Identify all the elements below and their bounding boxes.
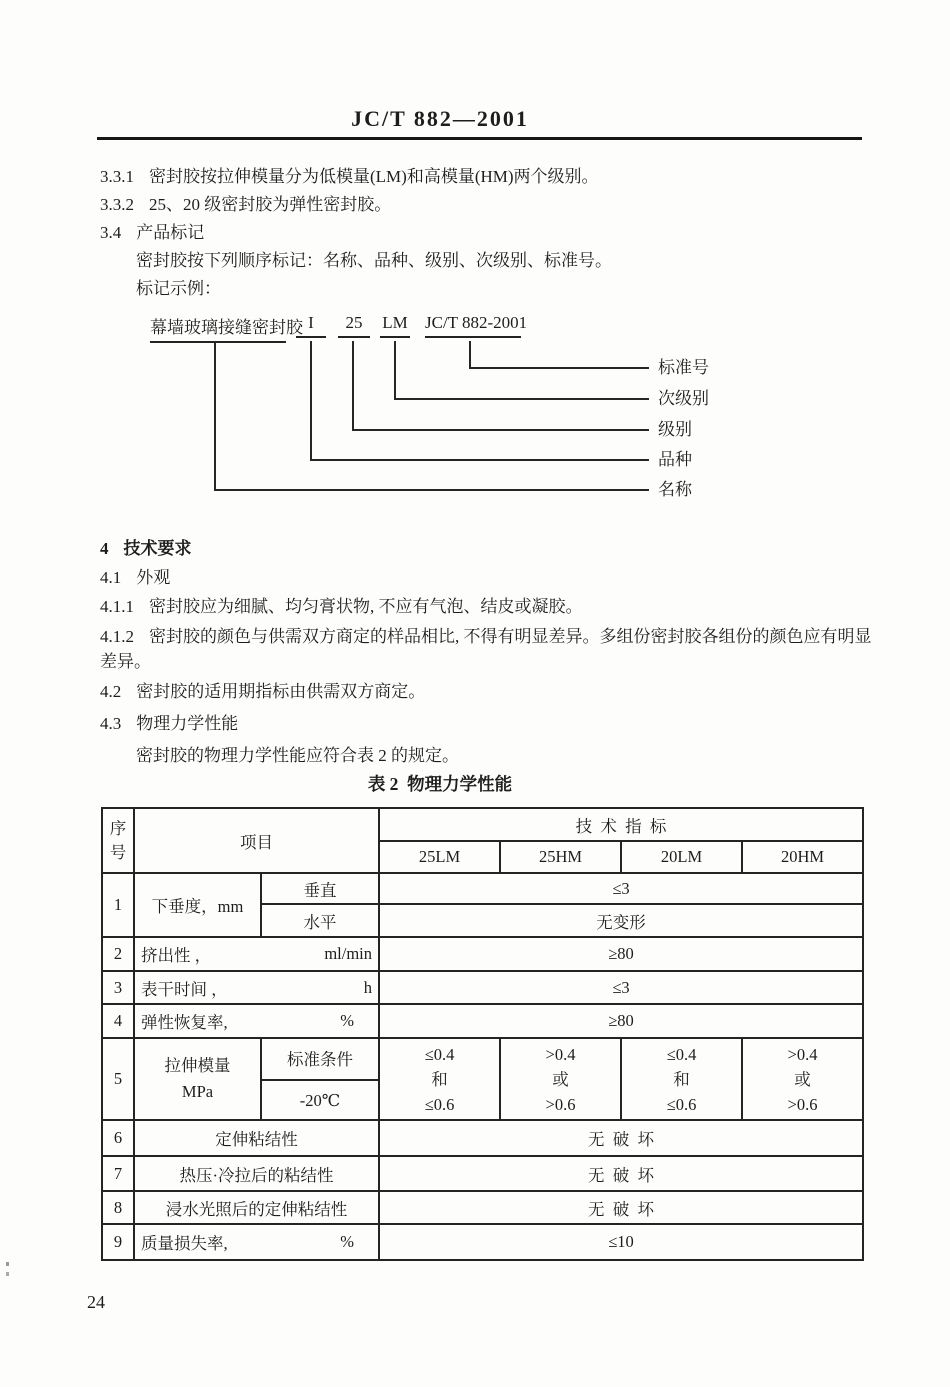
clause-4-1-2 [100, 624, 880, 674]
marking-label-variety: 品种 [658, 450, 692, 469]
table-row-mass-loss [102, 1224, 863, 1260]
marking-example-diagram [100, 305, 880, 515]
row-no: 2 [102, 937, 134, 971]
connector-hline-variety [310, 459, 649, 461]
clause-number: 3.3.2 [100, 195, 134, 214]
value-line: >0.4 [545, 1044, 576, 1064]
clause-block-3 [100, 163, 870, 303]
table-row-immersion-light-adhesion [102, 1191, 863, 1224]
row-no: 8 [102, 1191, 134, 1224]
value-modulus-25hm [500, 1038, 621, 1120]
marking-part-grade: 25 [338, 313, 370, 338]
connector-vline-name [214, 341, 216, 491]
value-fixed-extension-adhesion: 无 破 坏 [379, 1120, 863, 1156]
clause-text: 25、20 级密封胶为弹性密封胶。 [149, 195, 392, 214]
connector-vline-standard-number [469, 341, 471, 369]
value-line: ≤0.6 [666, 1094, 697, 1114]
clause-4-2 [100, 677, 880, 706]
clause-number: 4.3 [100, 714, 122, 733]
header-rule [97, 137, 862, 140]
table-header-row-1 [102, 808, 863, 841]
clause-4-3-body: 密封胶的物理力学性能应符合表 2 的规定。 [136, 746, 459, 765]
value-extrudability: ≥80 [379, 937, 863, 971]
item-label: 质量损失率, [141, 1234, 228, 1253]
marking-label-subgrade: 次级别 [658, 389, 709, 408]
clause-number: 3.4 [100, 223, 122, 242]
table-row-elastic-recovery [102, 1004, 863, 1038]
value-modulus-20hm [742, 1038, 863, 1120]
col-header-tech-indicator: 技 术 指 标 [379, 808, 863, 841]
col-header-item: 项目 [134, 808, 379, 873]
value-sag-vertical: ≤3 [379, 873, 863, 904]
value-line: ≤0.4 [666, 1044, 697, 1064]
connector-hline-subgrade [394, 398, 649, 400]
table-row-sag-vertical [102, 873, 863, 904]
table-2-caption: 表 2 物理力学性能 [367, 774, 513, 794]
value-modulus-25lm [379, 1038, 500, 1120]
item-unit: % [340, 1011, 354, 1030]
clause-4-3 [100, 709, 880, 738]
value-heat-cold-adhesion: 无 破 坏 [379, 1156, 863, 1191]
connector-hline-grade [352, 429, 649, 431]
value-mass-loss: ≤10 [379, 1224, 863, 1260]
value-immersion-light-adhesion: 无 破 坏 [379, 1191, 863, 1224]
clause-text: 产品标记 [136, 223, 205, 242]
row-no: 6 [102, 1120, 134, 1156]
clause-number: 4 [100, 539, 109, 558]
scan-artifact [6, 1262, 9, 1266]
clause-number: 3.3.1 [100, 167, 134, 186]
item-extrudability [134, 937, 379, 971]
clause-number: 4.1.2 [100, 627, 134, 646]
connector-vline-variety [310, 341, 312, 461]
value-line: 或 [552, 1069, 569, 1089]
item-elastic-recovery [134, 1004, 379, 1038]
col-header-25lm: 25LM [379, 841, 500, 873]
cond-horizontal: 水平 [261, 904, 379, 937]
marking-example-label: 标记示例： [136, 279, 221, 298]
value-modulus-20lm [621, 1038, 742, 1120]
table-2-physical-properties [101, 807, 864, 1261]
col-header-25hm: 25HM [500, 841, 621, 873]
cond-minus-20c: -20℃ [262, 1079, 378, 1118]
page-number: 24 [87, 1292, 105, 1312]
value-line: 或 [794, 1069, 811, 1089]
item-mass-loss [134, 1224, 379, 1260]
clause-number: 4.1 [100, 568, 122, 587]
cond-vertical: 垂直 [261, 873, 379, 904]
marking-part-subgrade: LM [380, 313, 410, 338]
item-label: 挤出性 ， [141, 946, 212, 965]
value-line: ≤0.6 [424, 1094, 455, 1114]
col-header-seq: 序号 [102, 808, 134, 873]
clause-4-1-1 [100, 592, 880, 621]
clause-number: 4.1.1 [100, 597, 134, 616]
table-row-fixed-extension-adhesion [102, 1120, 863, 1156]
clause-3-4 [100, 219, 870, 247]
item-label: 弹性恢复率, [141, 1013, 228, 1032]
marking-label-name: 名称 [658, 480, 692, 499]
marking-part-standard-number: JC/T 882-2001 [425, 313, 521, 338]
section-4-heading [100, 534, 880, 563]
clause-3-3-1 [100, 163, 870, 191]
clause-text: 密封胶应为细腻、均匀膏状物, 不应有气泡、结皮或凝胶。 [149, 597, 583, 616]
marking-part-variety: I [296, 313, 326, 338]
clause-text: 密封胶按拉伸模量分为低模量(LM)和高模量(HM)两个级别。 [149, 167, 599, 186]
cond-tensile-modulus [261, 1038, 379, 1120]
value-line: 和 [431, 1069, 448, 1089]
value-line: >0.4 [787, 1044, 818, 1064]
item-tensile-modulus [134, 1038, 261, 1120]
row-no: 1 [102, 873, 134, 937]
clause-text: 技术要求 [123, 539, 192, 558]
marking-label-grade: 级别 [658, 420, 692, 439]
table-row-extrudability [102, 937, 863, 971]
table-row-tensile-modulus [102, 1038, 863, 1120]
clause-block-4 [100, 534, 880, 770]
value-line: >0.6 [545, 1094, 576, 1114]
clause-text: 物理力学性能 [136, 714, 239, 733]
item-tack-free-time [134, 971, 379, 1004]
connector-hline-name [214, 489, 649, 491]
value-line: ≤0.4 [424, 1044, 455, 1064]
col-header-20lm: 20LM [621, 841, 742, 873]
clause-number: 4.2 [100, 682, 122, 701]
value-elastic-recovery: ≥80 [379, 1004, 863, 1038]
table-row-heat-cold-adhesion [102, 1156, 863, 1191]
col-header-20hm: 20HM [742, 841, 863, 873]
row-no: 9 [102, 1224, 134, 1260]
value-line: >0.6 [787, 1094, 818, 1114]
clause-3-3-2 [100, 191, 870, 219]
clause-text: 外观 [136, 568, 171, 587]
row-no: 5 [102, 1038, 134, 1120]
item-unit: MPa [181, 1082, 214, 1101]
item-label: 拉伸模量 [164, 1056, 231, 1075]
connector-vline-grade [352, 341, 354, 431]
connector-vline-subgrade [394, 341, 396, 400]
item-heat-cold-adhesion: 热压·冷拉后的粘结性 [134, 1156, 379, 1191]
item-unit: % [340, 1232, 354, 1251]
item-sag: 下垂度，mm [134, 873, 261, 937]
table-row-tack-free-time [102, 971, 863, 1004]
clause-3-4-body: 密封胶按下列顺序标记：名称、品种、级别、次级别、标准号。 [136, 251, 612, 270]
cond-standard: 标准条件 [287, 1050, 353, 1069]
marking-part-name: 幕墙玻璃接缝密封胶 [150, 313, 286, 343]
value-sag-horizontal: 无变形 [379, 904, 863, 937]
item-unit: h [363, 977, 372, 997]
item-unit: ml/min [324, 944, 372, 963]
item-immersion-light-adhesion: 浸水光照后的定伸粘结性 [134, 1191, 379, 1224]
marking-label-standard-number: 标准号 [658, 358, 709, 377]
page-title: JC/T 882—2001 [351, 106, 529, 131]
clause-4-1 [100, 563, 880, 592]
value-line: 和 [673, 1069, 690, 1089]
value-tack-free-time: ≤3 [379, 971, 863, 1004]
item-label: 表干时间 ， [141, 979, 228, 999]
connector-hline-standard-number [469, 367, 649, 369]
row-no: 7 [102, 1156, 134, 1191]
item-fixed-extension-adhesion: 定伸粘结性 [134, 1120, 379, 1156]
clause-text: 密封胶的颜色与供需双方商定的样品相比, 不得有明显差异。多组份密封胶各组份的颜色应有明显差异。 [100, 627, 872, 671]
row-no: 3 [102, 971, 134, 1004]
row-no: 4 [102, 1004, 134, 1038]
clause-text: 密封胶的适用期指标由供需双方商定。 [136, 682, 426, 701]
